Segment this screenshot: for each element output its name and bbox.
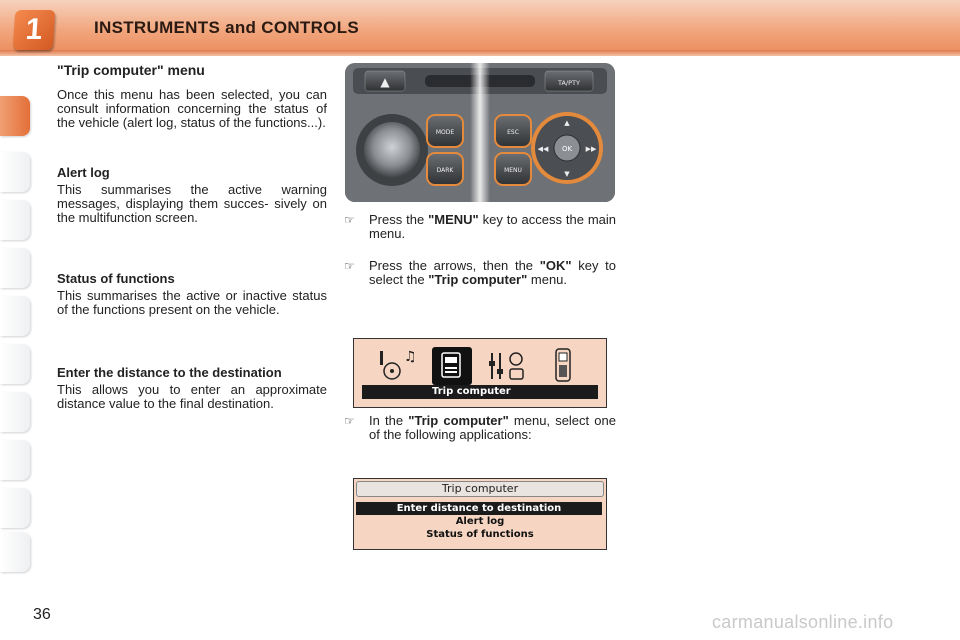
side-tab-2[interactable] <box>0 152 30 192</box>
step1-text-pre: Press the <box>369 212 429 227</box>
control-panel-illustration <box>345 63 615 202</box>
enter-distance-heading: Enter the distance to the destination <box>57 365 282 380</box>
alert-log-heading: Alert log <box>57 165 110 180</box>
header-divider <box>0 50 960 56</box>
side-tab-10[interactable] <box>0 532 30 572</box>
ok-label: OK <box>561 145 573 153</box>
telephone-icon[interactable] <box>556 349 570 381</box>
side-tab-strip <box>0 66 32 576</box>
step2-key: "OK" <box>539 258 572 273</box>
chapter-badge: 1 <box>13 10 56 50</box>
pointing-hand-icon: ☞ <box>344 259 355 273</box>
side-tab-3[interactable] <box>0 200 30 240</box>
page-number: 36 <box>33 606 51 623</box>
step3-text-post: menu, select one of the following applications: <box>369 413 616 442</box>
light-glare <box>470 63 490 202</box>
main-menu-screen <box>353 338 607 408</box>
watermark: carmanualsonline.info <box>712 612 894 632</box>
menu-item-enter-distance[interactable]: Enter distance to destination <box>356 502 602 515</box>
pointing-hand-icon: ☞ <box>344 213 355 227</box>
step2-text-post: menu. <box>527 272 568 287</box>
intro-paragraph: Once this menu has been selected, you can consult information concerning the status of the vehicle (alert log, status of the functions...). <box>57 87 327 130</box>
audio-icon[interactable] <box>376 347 417 381</box>
status-functions-text: This summarises the active or inactive status of the functions present on the vehicle. <box>57 288 327 317</box>
svg-text:♫: ♫ <box>404 349 417 365</box>
alert-log-text: This summarises the active warning messages, displaying them succes- sively on the multifunction screen. <box>57 182 327 225</box>
menu-icons-svg <box>354 341 606 385</box>
esc-label: ESC <box>507 129 519 136</box>
dark-label: DARK <box>436 167 454 174</box>
side-tab-5[interactable] <box>0 296 30 336</box>
step2-text-pre: Press the arrows, then the <box>369 258 540 273</box>
step3-key: "Trip computer" <box>408 413 509 428</box>
ta-pty-label: TA/PTY <box>558 79 580 87</box>
menu-selected-label: Trip computer <box>362 385 598 399</box>
settings-icon[interactable] <box>489 353 523 379</box>
step-press-menu <box>344 213 616 241</box>
section-title: "Trip computer" menu <box>57 62 205 78</box>
side-tab-8[interactable] <box>0 440 30 480</box>
volume-knob[interactable] <box>364 122 420 178</box>
eject-icon: ▲ <box>380 75 390 89</box>
step-select-trip-computer <box>344 259 616 287</box>
arrow-up-icon[interactable]: ▲ <box>564 119 570 127</box>
menu-item-status-functions[interactable]: Status of functions <box>426 529 534 540</box>
page-title: INSTRUMENTS and CONTROLS <box>94 18 360 37</box>
side-tab-9[interactable] <box>0 488 30 528</box>
menu-label: MENU <box>504 167 522 174</box>
pointing-hand-icon: ☞ <box>344 414 355 428</box>
side-tab-6[interactable] <box>0 344 30 384</box>
side-tab-4[interactable] <box>0 248 30 288</box>
step2-key2: "Trip computer" <box>428 272 528 287</box>
enter-distance-text: This allows you to enter an approximate distance value to the final destination. <box>57 382 327 411</box>
step1-text-post: key to access the main menu. <box>369 212 616 241</box>
side-tab-1[interactable] <box>0 96 30 136</box>
arrow-right-icon[interactable]: ▶▶ <box>585 145 597 153</box>
step3-text-pre: In the <box>369 413 409 428</box>
trip-computer-icon[interactable] <box>432 347 472 385</box>
status-functions-heading: Status of functions <box>57 271 175 286</box>
trip-computer-screen <box>353 478 607 550</box>
mode-label: MODE <box>435 129 455 136</box>
step1-key: "MENU" <box>428 212 479 227</box>
arrow-down-icon[interactable]: ▼ <box>564 170 570 178</box>
side-tab-7[interactable] <box>0 392 30 432</box>
menu-item-alert-log[interactable]: Alert log <box>455 516 505 527</box>
arrow-left-icon[interactable]: ◀◀ <box>537 145 549 153</box>
step2-text-mid: key to select the <box>369 258 617 287</box>
trip-computer-screen-title: Trip computer <box>356 481 604 497</box>
step-select-application <box>344 414 616 442</box>
control-panel-svg <box>345 63 615 202</box>
